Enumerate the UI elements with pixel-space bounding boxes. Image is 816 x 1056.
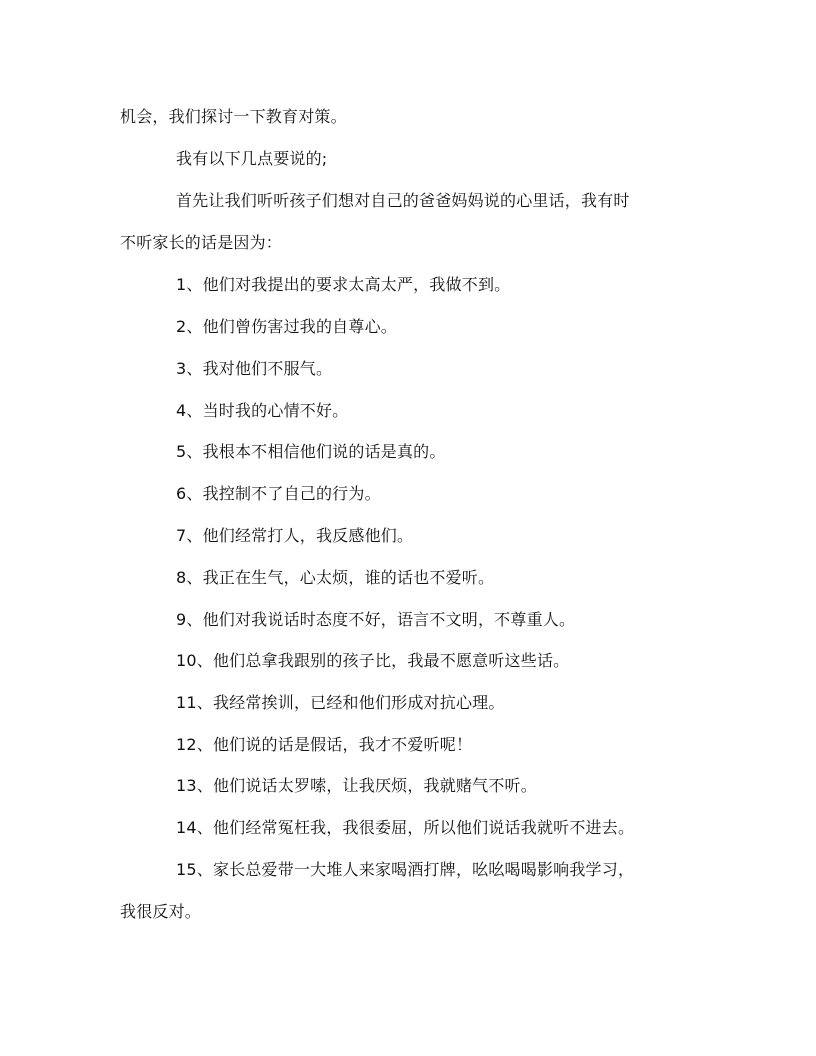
list-item: 10、他们总拿我跟别的孩子比，我最不愿意听这些话。 (176, 651, 570, 670)
list-item: 9、他们对我说话时态度不好，语言不文明，不尊重人。 (176, 610, 576, 629)
list-item: 1、他们对我提出的要求太高太严，我做不到。 (176, 275, 511, 294)
paragraph-line: 机会，我们探讨一下教育对策。 (120, 107, 347, 126)
list-item: 6、我控制不了自己的行为。 (176, 484, 381, 503)
list-item: 15、家长总爱带一大堆人来家喝酒打牌，吆吆喝喝影响我学习， (176, 860, 635, 879)
paragraph-line: 我有以下几点要说的; (176, 149, 328, 168)
list-item: 14、他们经常冤枉我，我很委屈，所以他们说话我就听不进去。 (176, 818, 635, 837)
list-item: 4、当时我的心情不好。 (176, 401, 349, 420)
list-item: 7、他们经常打人，我反感他们。 (176, 526, 414, 545)
list-item: 13、他们说话太罗嗦，让我厌烦，我就赌气不听。 (176, 776, 537, 795)
list-item: 12、他们说的话是假话，我才不爱听呢！ (176, 735, 473, 754)
list-item: 8、我正在生气，心太烦，谁的话也不爱听。 (176, 568, 495, 587)
list-item: 3、我对他们不服气。 (176, 359, 333, 378)
paragraph-line: 首先让我们听听孩子们想对自己的爸爸妈妈说的心里话，我有时 (176, 191, 630, 210)
paragraph-line: 我很反对。 (120, 902, 202, 921)
list-item: 11、我经常挨训，已经和他们形成对抗心理。 (176, 693, 505, 712)
list-item: 2、他们曾伤害过我的自尊心。 (176, 317, 397, 336)
paragraph-line: 不听家长的话是因为： (120, 233, 283, 252)
list-item: 5、我根本不相信他们说的话是真的。 (176, 442, 446, 461)
